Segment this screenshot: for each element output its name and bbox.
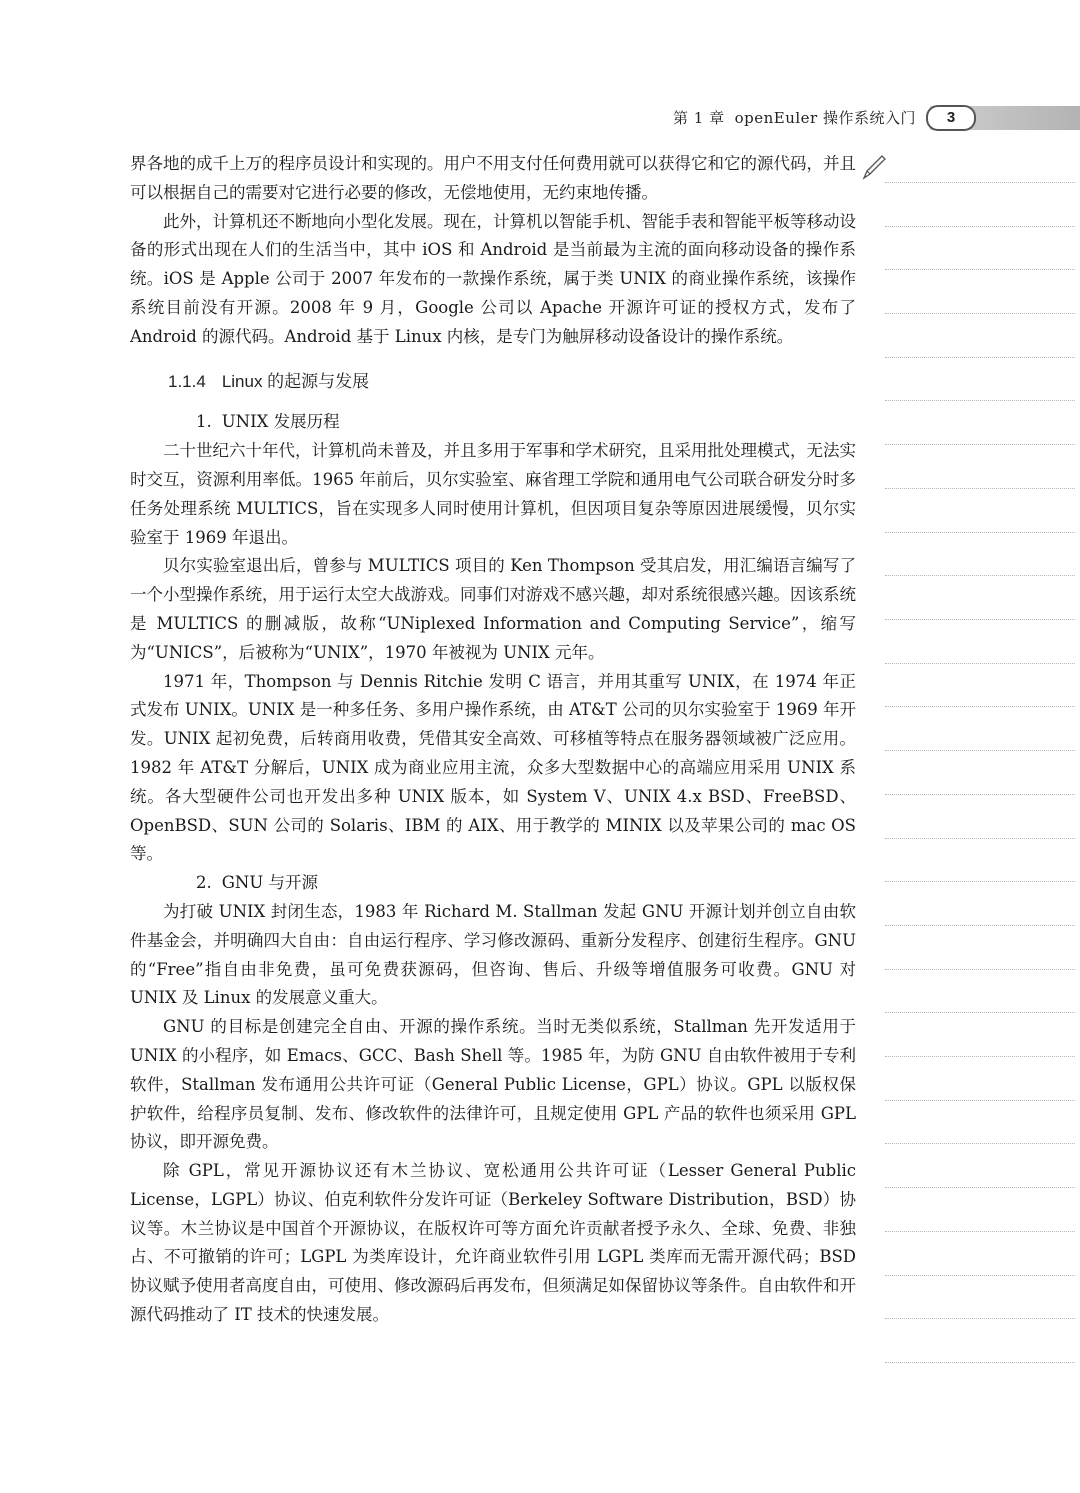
paragraph: 为打破 UNIX 封闭生态，1983 年 Richard M. Stallman 发起 GNU 开源计划并创立自由软件基金会，并明确四大自由：自由运行程序、学习修改源码、重新分发程序、创建衍生程序。GNU 的“Free”指自由非免费，虽可免费获源码，但咨询、售后、升级等增值服务可收费。GNU 对 UNIX 及 Linux 的发展意义重大。 <box>130 901 856 1008</box>
note-line <box>885 1275 1075 1276</box>
paragraph: 贝尔实验室退出后，曾参与 MULTICS 项目的 Ken Thompson 受其启发，用汇编语言编写了一个小型操作系统，用于运行太空大战游戏。同事们对游戏不感兴趣，却对系统很感兴趣。因该系统是 MULTICS 的删减版，故称“UNiplexed Information and Computing Service”，缩写为“UNICS”，后被称为“UNIX”，1970 年被视为 UNIX 元年。 <box>130 556 856 662</box>
pen-icon <box>858 152 888 182</box>
paragraph: 此外，计算机还不断地向小型化发展。现在，计算机以智能手机、智能手表和智能平板等移动设备的形式出现在人们的生活当中，其中 iOS 和 Android 是当前最为主流的面向移动设备的操作系统。iOS 是 Apple 公司于 2007 年发布的一款操作系统，属于类 UNIX 的商业操作系统，该操作系统目前没有开源。2008 年 9 月，Google 公司以 Apache 开源许可证的授权方式，发布了 Android 的源代码。Android 基于 Linux 内核，是专门为触屏移动设备设计的操作系统。 <box>130 211 856 346</box>
paragraph: GNU 的目标是创建完全自由、开源的操作系统。当时无类似系统，Stallman 先开发适用于 UNIX 的小程序，如 Emacs、GCC、Bash Shell 等。1985 年，为防 GNU 自由软件被用于专利软件，Stallman 发布通用公共许可证（General Public License，GPL）协议。GPL 以版权保护软件，给程序员复制、发布、修改软件的法律许可，且规定使用 GPL 产品的软件也须采用 GPL 协议，即开源免费。 <box>130 1017 856 1152</box>
subsection-number: 1. <box>196 412 212 432</box>
note-line <box>885 663 1075 664</box>
note-line <box>885 794 1075 795</box>
note-line <box>885 1318 1075 1319</box>
note-line <box>885 969 1075 970</box>
note-line <box>885 1187 1075 1188</box>
header-title <box>673 107 916 128</box>
note-line <box>885 619 1075 620</box>
note-line <box>885 575 1075 576</box>
paragraph: 二十世纪六十年代，计算机尚未普及，并且多用于军事和学术研究，且采用批处理模式，无法实时交互，资源利用率低。1965 年前后，贝尔实验室、麻省理工学院和通用电气公司联合研发分时多任务处理系统 MULTICS，旨在实现多人同时使用计算机，但因项目复杂等原因进展缓慢，贝尔实验室于 1969 年退出。 <box>130 441 856 547</box>
section-heading <box>130 368 856 397</box>
note-line <box>885 881 1075 882</box>
paragraph: 界各地的成千上万的程序员设计和实现的。用户不用支付任何费用就可以获得它和它的源代码，并且可以根据自己的需要对它进行必要的修改，无偿地使用，无约束地传播。 <box>130 154 856 202</box>
note-line <box>885 226 1075 227</box>
note-line <box>885 444 1075 445</box>
chapter-label: 第 1 章 <box>673 109 725 127</box>
note-line <box>885 357 1075 358</box>
subsection-title: UNIX 发展历程 <box>221 412 340 432</box>
note-line <box>885 313 1075 314</box>
note-line <box>885 182 1075 183</box>
page-number: 3 <box>926 105 976 131</box>
note-line <box>885 925 1075 926</box>
note-line <box>885 1231 1075 1232</box>
note-line <box>885 488 1075 489</box>
note-line <box>885 706 1075 707</box>
note-line <box>885 838 1075 839</box>
note-line <box>885 1012 1075 1013</box>
subsection-title: GNU 与开源 <box>221 873 319 893</box>
note-line <box>885 269 1075 270</box>
main-content <box>130 150 856 1330</box>
note-line <box>885 400 1075 401</box>
note-line <box>885 1143 1075 1144</box>
note-line <box>885 750 1075 751</box>
note-line <box>885 1100 1075 1101</box>
chapter-title: openEuler 操作系统入门 <box>734 109 916 127</box>
subsection-heading <box>130 408 856 437</box>
note-line <box>885 532 1075 533</box>
subsection-heading <box>130 869 856 898</box>
margin-note-lines <box>885 0 1080 1493</box>
section-number: 1.1.4 <box>168 371 206 391</box>
subsection-number: 2. <box>196 873 212 893</box>
section-title: Linux 的起源与发展 <box>221 371 370 391</box>
note-line <box>885 1362 1075 1363</box>
paragraph: 1971 年，Thompson 与 Dennis Ritchie 发明 C 语言，并用其重写 UNIX，在 1974 年正式发布 UNIX。UNIX 是一种多任务、多用户操作系统，由 AT&T 公司的贝尔实验室于 1969 年开发。UNIX 起初免费，后转商用收费，凭借其安全高效、可移植等特点在服务器领域被广泛应用。1982 年 AT&T 分解后，UNIX 成为商业应用主流，众多大型数据中心的高端应用采用 UNIX 系统。各大型硬件公司也开发出多种 UNIX 版本，如 System V、UNIX 4.x BSD、FreeBSD、OpenBSD、SUN 公司的 Solaris、IBM 的 AIX、用于教学的 MINIX 以及苹果公司的 mac OS 等。 <box>130 671 856 864</box>
note-line <box>885 1056 1075 1057</box>
paragraph: 除 GPL，常见开源协议还有木兰协议、宽松通用公共许可证（Lesser General Public License，LGPL）协议、伯克利软件分发许可证（Berkeley Software Distribution，BSD）协议等。木兰协议是中国首个开源协议，在版权许可等方面允许贡献者授予永久、全球、免费、非独占、不可撤销的许可；LGPL 为类库设计，允许商业软件引用 LGPL 类库而无需开源代码；BSD 协议赋予使用者高度自由，可使用、修改源码后再发布，但须满足如保留协议等条件。自由软件和开源代码推动了 IT 技术的快速发展。 <box>130 1161 856 1325</box>
